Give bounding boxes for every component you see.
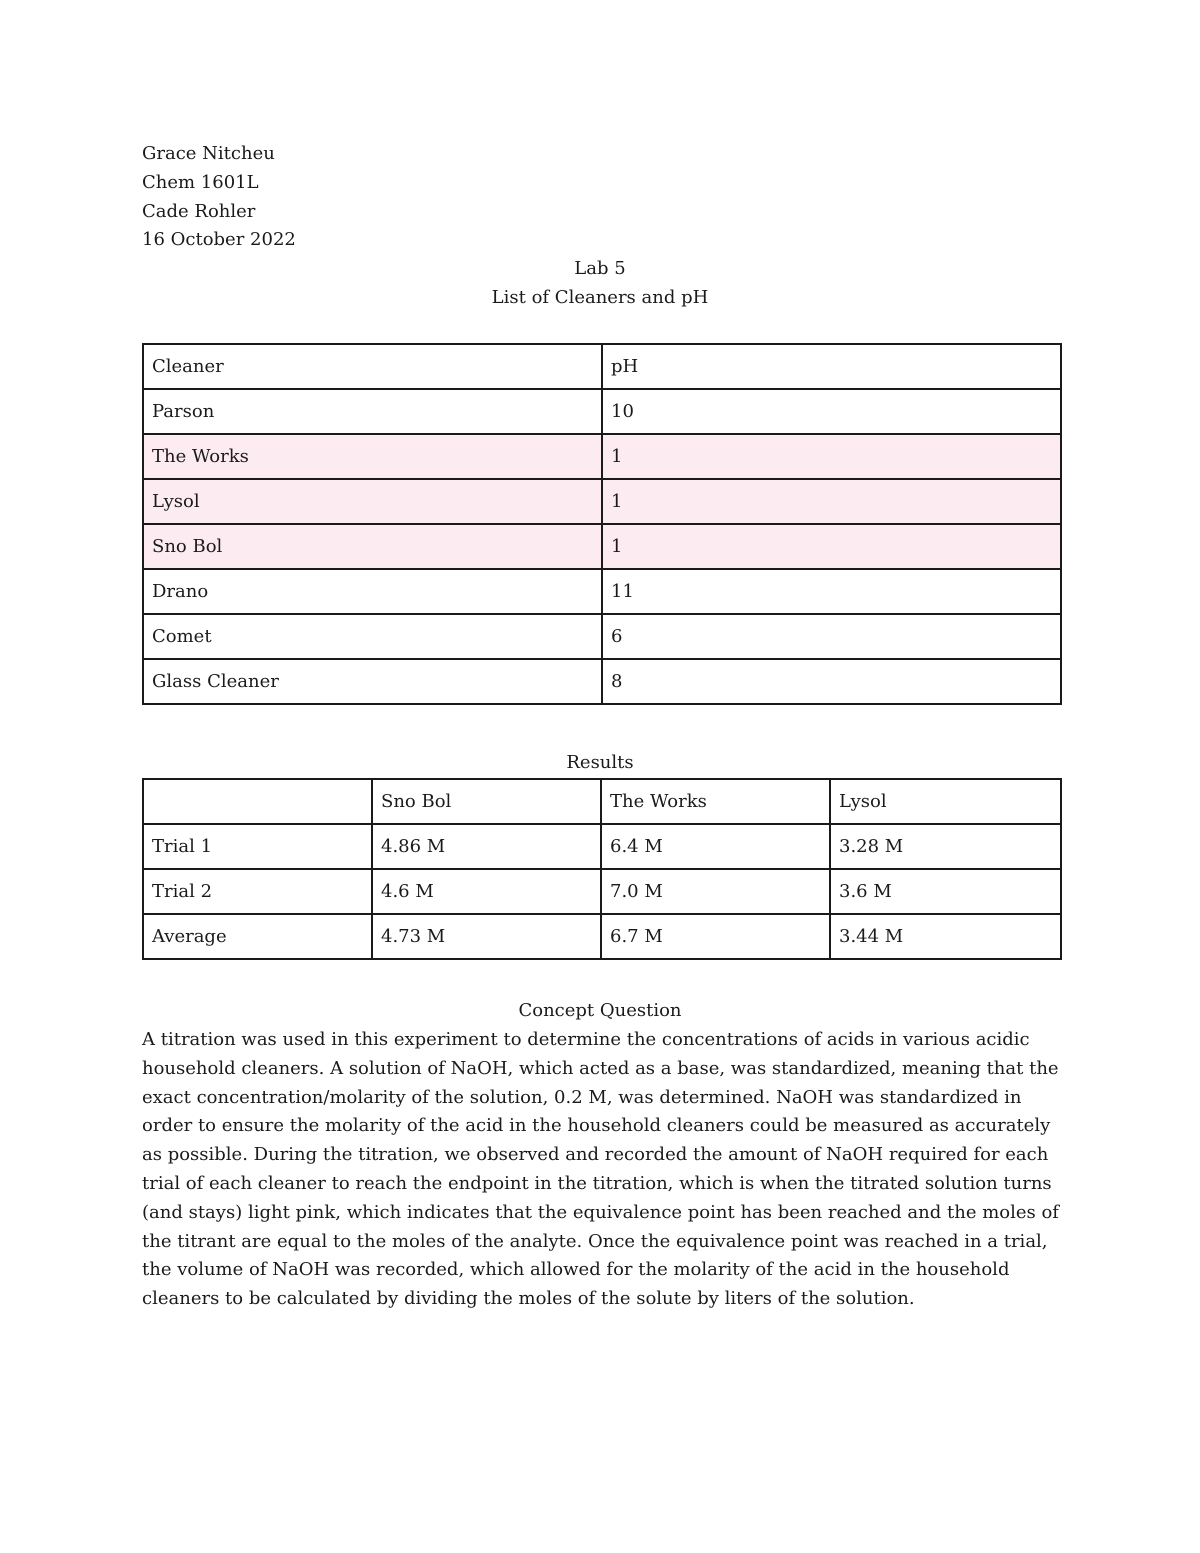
ph-cell: 11	[602, 569, 1061, 614]
value-cell: 6.4 M	[601, 824, 830, 869]
header-cell: pH	[602, 344, 1061, 389]
value-cell: 4.86 M	[372, 824, 601, 869]
cleaner-cell: Lysol	[143, 479, 602, 524]
cleaner-cell: Parson	[143, 389, 602, 434]
value-cell: 3.44 M	[830, 914, 1061, 959]
row-label-cell: Average	[143, 914, 372, 959]
concept-question-paragraph: A titration was used in this experiment to determine the concentrations of acids in various acidic household cleaners. A solution of NaOH, which acted as a base, was standardized, meaning that the exact concentration/molarity of the solution, 0.2 M, was determined. NaOH was standardized in order to ensure the molarity of the acid in the household cleaners could be measured as accurately as possible. During the titration, we observed and recorded the amount of NaOH required for each trial of each cleaner to reach the endpoint in the titration, which is when the titrated solution turns (and stays) light pink, which indicates that the equivalence point has been reached and the moles of the titrant are equal to the moles of the analyte. Once the equivalence point was reached in a trial, the volume of NaOH was recorded, which allowed for the molarity of the acid in the household cleaners to be calculated by dividing the moles of the solute by liters of the solution.	[142, 1029, 1059, 1310]
table-header-row	[143, 779, 1061, 824]
cleaners-ph-table	[142, 343, 1062, 705]
value-cell: 4.6 M	[372, 869, 601, 914]
row-label-cell: Trial 1	[143, 824, 372, 869]
header-cell: Lysol	[830, 779, 1061, 824]
ph-cell: 8	[602, 659, 1061, 704]
table-row	[143, 914, 1061, 959]
student-name: Grace Nitcheu	[142, 143, 275, 164]
table-row	[143, 614, 1061, 659]
cleaner-cell: Sno Bol	[143, 524, 602, 569]
header-cell: Sno Bol	[372, 779, 601, 824]
table-row	[143, 434, 1061, 479]
cleaner-cell: Drano	[143, 569, 602, 614]
cleaners-table-title: List of Cleaners and pH	[491, 287, 709, 308]
value-cell: 4.73 M	[372, 914, 601, 959]
value-cell: 3.28 M	[830, 824, 1061, 869]
header-cell: The Works	[601, 779, 830, 824]
cleaner-cell: Glass Cleaner	[143, 659, 602, 704]
cleaner-cell: Comet	[143, 614, 602, 659]
document-date: 16 October 2022	[142, 229, 296, 251]
ph-cell: 6	[602, 614, 1061, 659]
table-row	[143, 569, 1061, 614]
results-table	[142, 778, 1062, 960]
instructor-name: Cade Rohler	[142, 200, 256, 222]
ph-cell: 10	[602, 389, 1061, 434]
cleaner-cell: The Works	[143, 434, 602, 479]
results-table-title: Results	[566, 752, 634, 773]
value-cell: 7.0 M	[601, 869, 830, 914]
header-cell	[143, 779, 372, 824]
header-cell: Cleaner	[143, 344, 602, 389]
table-row	[143, 524, 1061, 569]
lab-title: Lab 5	[574, 258, 626, 279]
table-row	[143, 479, 1061, 524]
course-name: Chem 1601L	[142, 171, 259, 193]
row-label-cell: Trial 2	[143, 869, 372, 914]
header-block	[142, 140, 296, 255]
ph-cell: 1	[602, 434, 1061, 479]
table-header-row	[143, 344, 1061, 389]
table-row	[143, 389, 1061, 434]
table-row	[143, 869, 1061, 914]
concept-question-title: Concept Question	[518, 1000, 682, 1021]
table-row	[143, 659, 1061, 704]
ph-cell: 1	[602, 524, 1061, 569]
ph-cell: 1	[602, 479, 1061, 524]
value-cell: 3.6 M	[830, 869, 1061, 914]
value-cell: 6.7 M	[601, 914, 830, 959]
table-row	[143, 824, 1061, 869]
